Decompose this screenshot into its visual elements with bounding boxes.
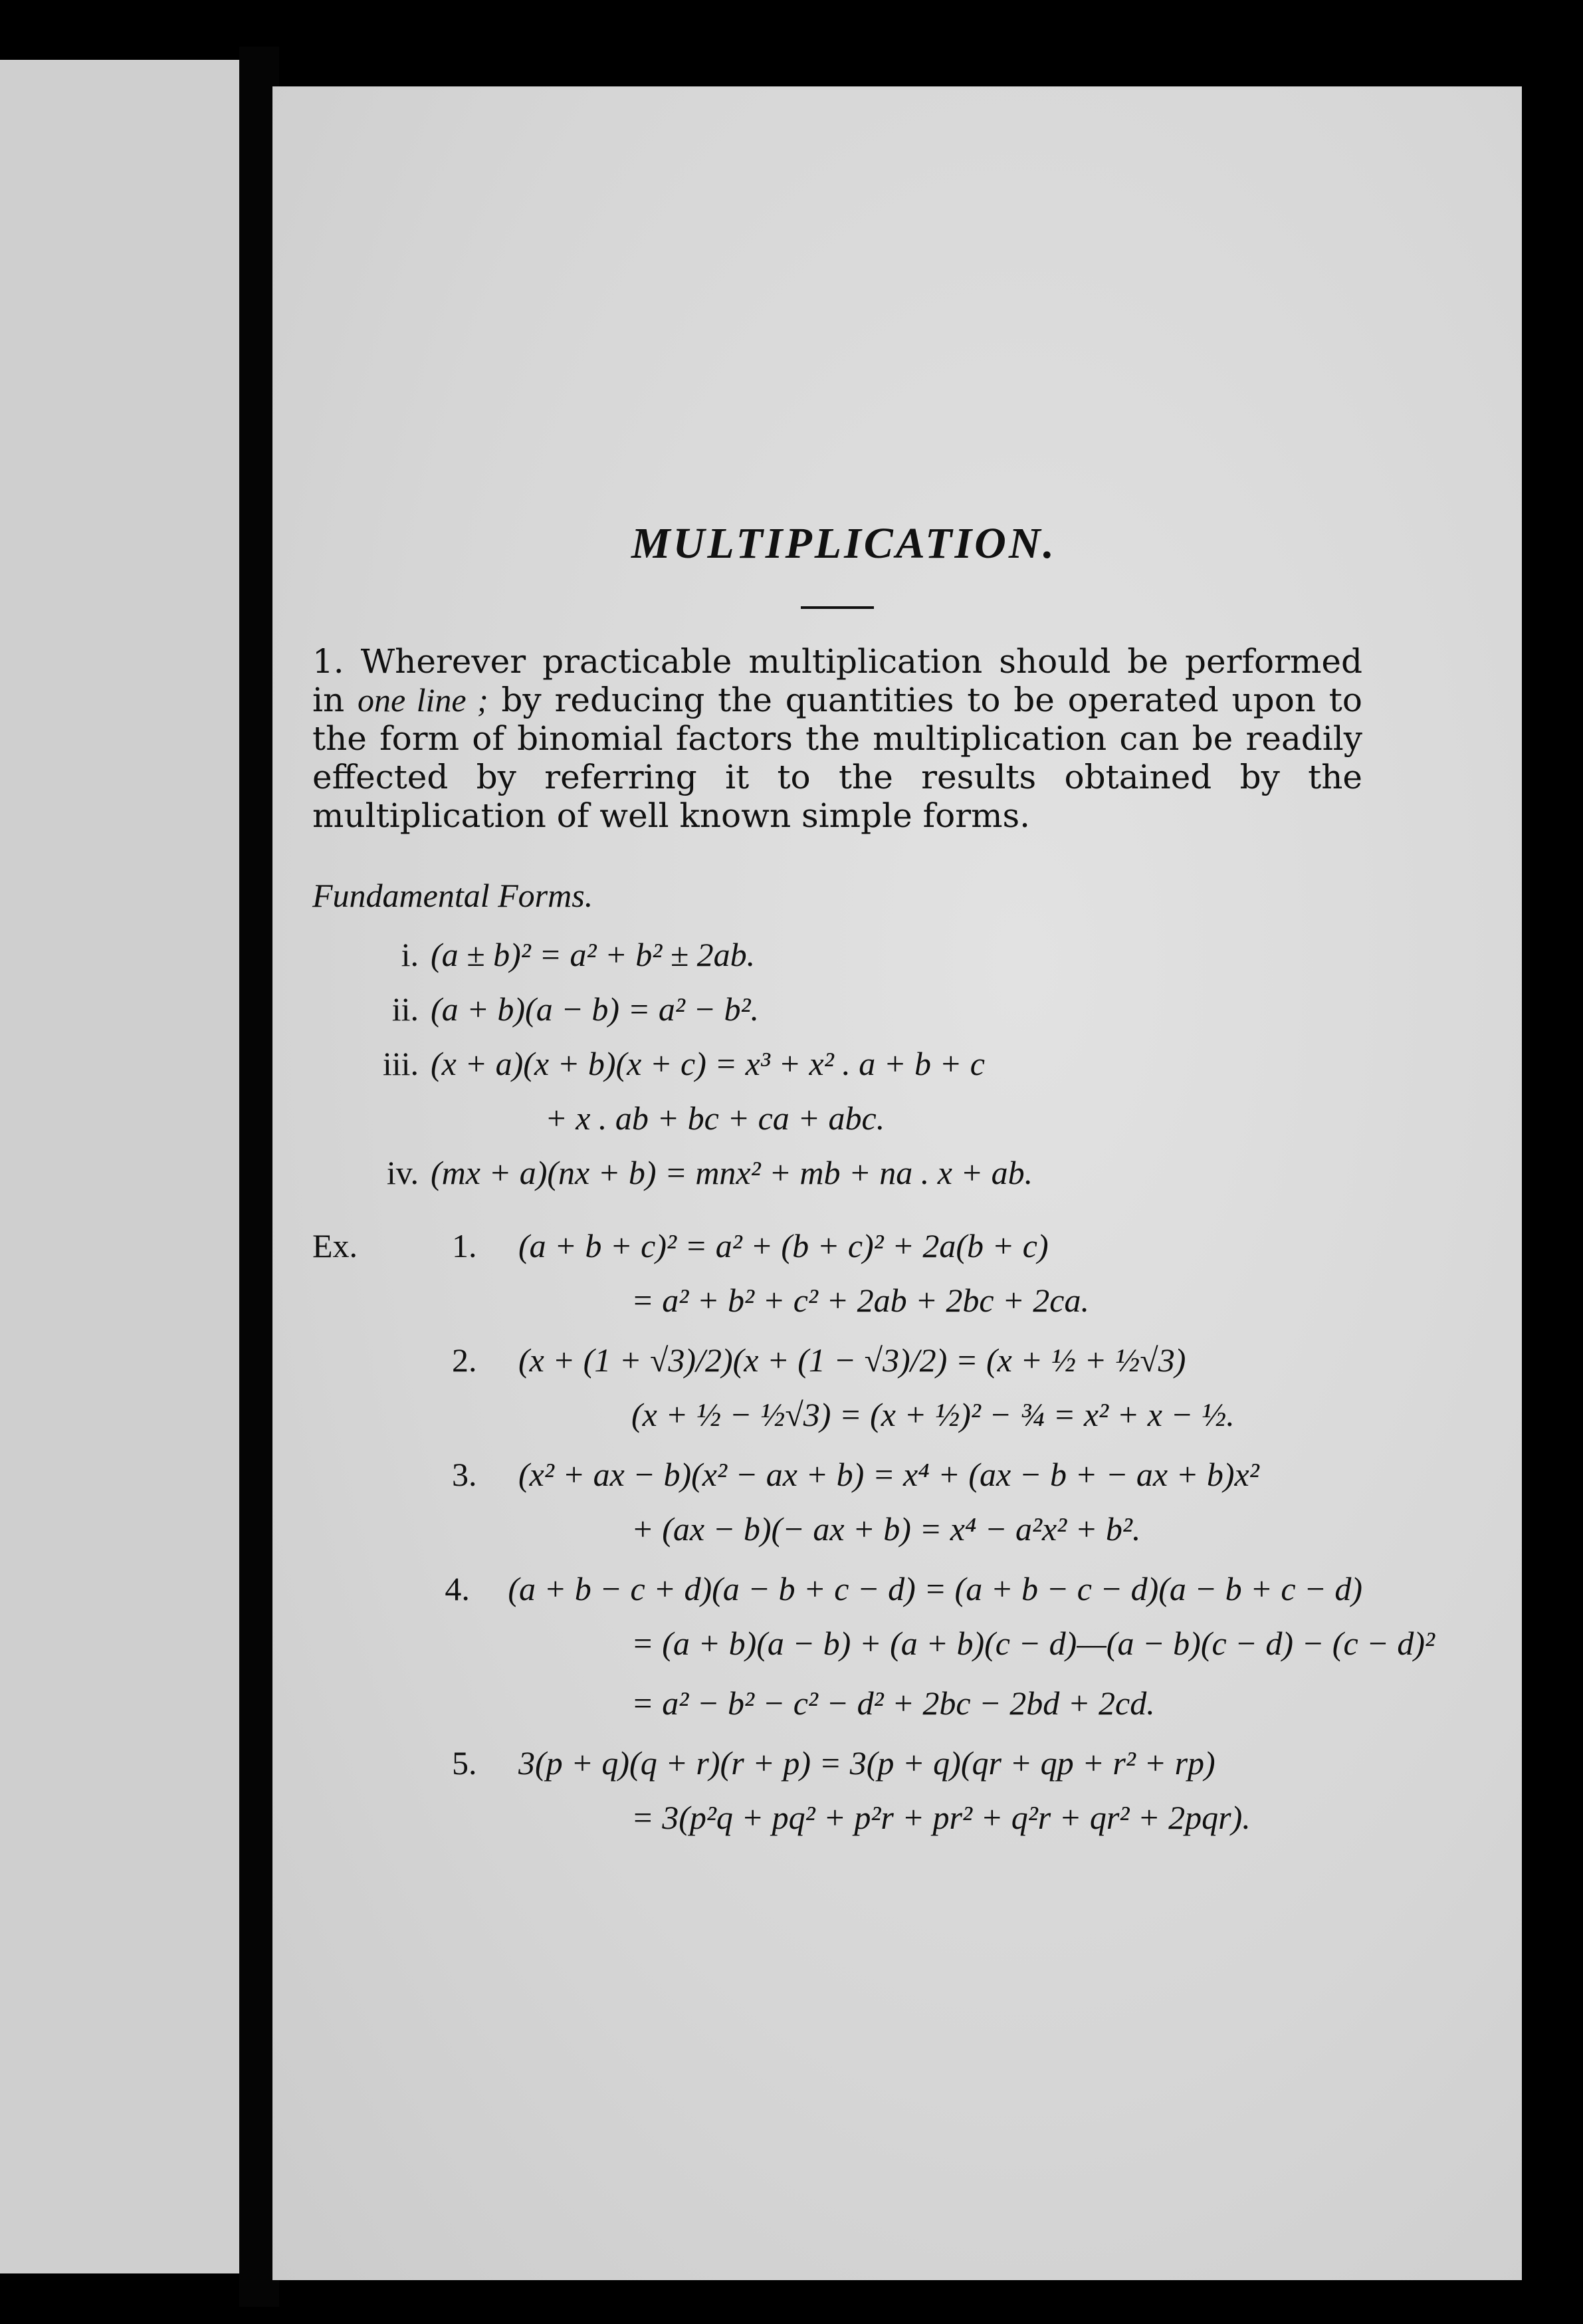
page-content — [312, 519, 1435, 1857]
form-label: i. — [401, 936, 419, 973]
form-formula: (mx + a)(nx + b) = mnx² + mb + na . x + ab. — [431, 1154, 1033, 1191]
fundamental-form — [312, 935, 1362, 975]
form-label: iv. — [386, 1154, 419, 1191]
example-number: 1. — [452, 1227, 477, 1264]
example-line: (x + ½ − ½√3) = (x + ½)² − ¾ = x² + x − ½. — [631, 1396, 1235, 1433]
page-title: MULTIPLICATION. — [631, 519, 1057, 568]
example-line: (x² + ax − b)(x² − ax + b) = x⁴ + (ax − b + − ax + b)x² — [518, 1456, 1259, 1493]
form-formula: (a ± b)² = a² + b² ± 2ab. — [431, 936, 756, 973]
example-number: 3. — [452, 1456, 477, 1493]
example-number: 4. — [445, 1570, 470, 1607]
form-formula: (x + a)(x + b)(x + c) = x³ + x² . a + b + c — [431, 1045, 985, 1082]
example-line: (x + (1 + √3)/2)(x + (1 − √3)/2) = (x + ½ + ½√3) — [518, 1341, 1186, 1379]
example-number: 2. — [452, 1341, 477, 1379]
example-line: (a + b − c + d)(a − b + c − d) = (a + b − c − d)(a − b + c − d) — [508, 1570, 1362, 1607]
paragraph-text-b: by reducing the quantities to be operated upon to the form of binomial factors the multiplication can be readily effected by referring it to the results obtained by the multiplication of well known simple forms. — [312, 681, 1362, 835]
example — [312, 1226, 1362, 1266]
example-line: = 3(p²q + pq² + p²r + pr² + q²r + qr² + 2pqr). — [631, 1799, 1251, 1836]
example-number: 5. — [452, 1744, 477, 1782]
fundamental-form — [312, 1153, 1362, 1193]
example-line: + (ax − b)(− ax + b) = x⁴ − a²x² + b². — [631, 1510, 1141, 1548]
intro-paragraph — [312, 642, 1362, 835]
form-label: iii. — [382, 1045, 419, 1082]
example-line: = a² + b² + c² + 2ab + 2bc + 2ca. — [631, 1282, 1089, 1319]
example — [312, 1340, 1362, 1380]
example — [312, 1569, 1362, 1609]
example-line: (a + b + c)² = a² + (b + c)² + 2a(b + c) — [518, 1227, 1049, 1264]
example — [312, 1454, 1362, 1494]
title-rule — [801, 606, 874, 609]
fundamental-form — [312, 1044, 1362, 1084]
form-formula: (a + b)(a − b) = a² − b². — [431, 990, 760, 1028]
fundamental-form — [312, 989, 1362, 1029]
example-prefix: Ex. — [312, 1227, 358, 1264]
form-formula-continuation: + x . ab + bc + ca + abc. — [545, 1100, 885, 1137]
example-line: 3(p + q)(q + r)(r + p) = 3(p + q)(qr + qp + r² + rp) — [518, 1744, 1215, 1782]
form-label: ii. — [391, 990, 419, 1028]
example-line: = (a + b)(a − b) + (a + b)(c − d)—(a − b)(c − d) − (c − d)² — [631, 1625, 1435, 1662]
facing-page-edge — [0, 60, 243, 2273]
paragraph-number: 1. — [312, 642, 344, 681]
fundamental-forms-heading: Fundamental Forms. — [312, 877, 593, 914]
example-line: = a² − b² − c² − d² + 2bc − 2bd + 2cd. — [631, 1685, 1155, 1722]
paragraph-italic: one line ; — [358, 681, 488, 719]
paragraph-text-a: Wherever practicable multiplication should be performed in — [312, 642, 1362, 719]
example — [312, 1743, 1362, 1783]
fundamental-forms-list — [312, 935, 1362, 1193]
examples-list — [312, 1226, 1435, 1837]
